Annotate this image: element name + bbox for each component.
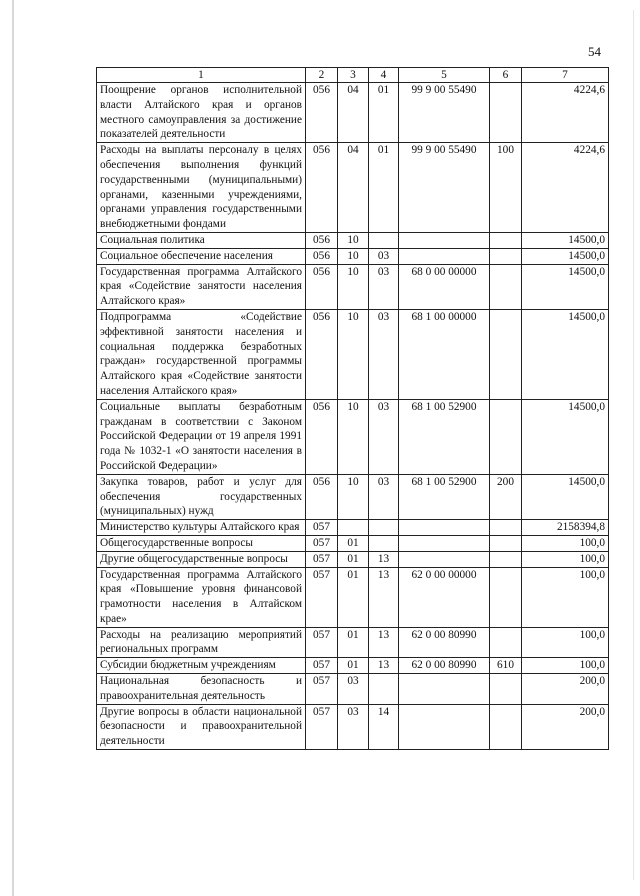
row-target-article: 62 0 00 00000	[399, 567, 490, 627]
table-row	[97, 264, 609, 309]
row-section: 04	[338, 143, 369, 233]
table-row	[97, 232, 609, 248]
row-sum: 100,0	[522, 627, 609, 658]
row-name: Другие общегосударственные вопросы	[97, 551, 306, 567]
row-grbs: 057	[306, 627, 338, 658]
row-section: 10	[338, 264, 369, 309]
row-subsection: 14	[369, 704, 399, 749]
row-sum: 4224,6	[522, 143, 609, 233]
row-section: 04	[338, 83, 369, 143]
row-sum: 100,0	[522, 551, 609, 567]
row-sum: 200,0	[522, 704, 609, 749]
row-sum: 14500,0	[522, 399, 609, 474]
row-name: Министерство культуры Алтайского края	[97, 520, 306, 536]
table-row	[97, 520, 609, 536]
scan-edge-left	[12, 0, 14, 896]
row-section: 10	[338, 309, 369, 399]
table-row	[97, 658, 609, 674]
row-expense-type	[490, 248, 522, 264]
row-sum: 14500,0	[522, 474, 609, 519]
row-expense-type: 610	[490, 658, 522, 674]
row-sum: 100,0	[522, 658, 609, 674]
table-row	[97, 309, 609, 399]
row-subsection: 13	[369, 658, 399, 674]
row-expense-type	[490, 535, 522, 551]
row-target-article: 62 0 00 80990	[399, 658, 490, 674]
row-expense-type: 200	[490, 474, 522, 519]
row-subsection: 03	[369, 264, 399, 309]
row-expense-type	[490, 567, 522, 627]
table-row	[97, 627, 609, 658]
row-sum: 200,0	[522, 674, 609, 705]
header-col-6: 6	[490, 68, 522, 83]
row-target-article	[399, 674, 490, 705]
row-subsection	[369, 535, 399, 551]
row-expense-type	[490, 309, 522, 399]
table-body	[97, 83, 609, 750]
row-subsection: 03	[369, 248, 399, 264]
row-expense-type	[490, 264, 522, 309]
row-section: 01	[338, 627, 369, 658]
row-sum: 2158394,8	[522, 520, 609, 536]
row-subsection: 03	[369, 474, 399, 519]
row-subsection	[369, 674, 399, 705]
row-expense-type	[490, 520, 522, 536]
table-row	[97, 704, 609, 749]
header-col-7: 7	[522, 68, 609, 83]
row-target-article: 68 0 00 00000	[399, 264, 490, 309]
row-grbs: 056	[306, 232, 338, 248]
page-number: 54	[588, 44, 601, 59]
row-name: Другие вопросы в области национальной безопасности и правоохранительной деятельности	[97, 704, 306, 749]
table-row	[97, 399, 609, 474]
row-expense-type	[490, 399, 522, 474]
row-grbs: 056	[306, 143, 338, 233]
table-row	[97, 567, 609, 627]
row-target-article	[399, 535, 490, 551]
row-expense-type	[490, 551, 522, 567]
row-section: 10	[338, 232, 369, 248]
row-expense-type	[490, 704, 522, 749]
row-name: Государственная программа Алтайского края «Содействие занятости населения Алтайского края»	[97, 264, 306, 309]
row-section: 01	[338, 535, 369, 551]
scan-edge-right	[633, 10, 634, 880]
header-col-4: 4	[369, 68, 399, 83]
row-target-article: 68 1 00 52900	[399, 474, 490, 519]
row-name: Расходы на выплаты персоналу в целях обеспечения выполнения функций государственными (муниципальными) органами, казенными учреждениями, органами управления государственными внебюджетными фондами	[97, 143, 306, 233]
table-row	[97, 83, 609, 143]
row-name: Общегосударственные вопросы	[97, 535, 306, 551]
row-section: 01	[338, 551, 369, 567]
row-grbs: 057	[306, 567, 338, 627]
table-row	[97, 143, 609, 233]
row-section: 01	[338, 567, 369, 627]
row-name: Социальная политика	[97, 232, 306, 248]
row-subsection: 01	[369, 143, 399, 233]
row-name: Расходы на реализацию мероприятий региональных программ	[97, 627, 306, 658]
row-subsection: 13	[369, 567, 399, 627]
row-target-article	[399, 520, 490, 536]
header-col-1: 1	[97, 68, 306, 83]
row-name: Государственная программа Алтайского края «Повышение уровня финансовой грамотности населения в Алтайском крае»	[97, 567, 306, 627]
row-target-article: 99 9 00 55490	[399, 143, 490, 233]
row-grbs: 057	[306, 551, 338, 567]
row-grbs: 056	[306, 83, 338, 143]
row-grbs: 057	[306, 704, 338, 749]
row-grbs: 056	[306, 399, 338, 474]
row-sum: 14500,0	[522, 309, 609, 399]
row-section: 03	[338, 704, 369, 749]
row-grbs: 057	[306, 674, 338, 705]
row-name: Закупка товаров, работ и услуг для обеспечения государственных (муниципальных) нужд	[97, 474, 306, 519]
row-subsection: 13	[369, 551, 399, 567]
row-grbs: 057	[306, 520, 338, 536]
table-row	[97, 248, 609, 264]
row-section: 03	[338, 674, 369, 705]
row-name: Субсидии бюджетным учреждениям	[97, 658, 306, 674]
row-grbs: 056	[306, 248, 338, 264]
row-subsection: 01	[369, 83, 399, 143]
row-section: 01	[338, 658, 369, 674]
row-expense-type	[490, 674, 522, 705]
row-sum: 14500,0	[522, 232, 609, 248]
row-name: Социальные выплаты безработным гражданам в соответствии с Законом Российской Федерации от 19 апреля 1991 года № 1032-1 «О занятости населения в Российской Федерации»	[97, 399, 306, 474]
row-name: Социальное обеспечение населения	[97, 248, 306, 264]
row-target-article: 68 1 00 52900	[399, 399, 490, 474]
row-sum: 4224,6	[522, 83, 609, 143]
row-sum: 100,0	[522, 567, 609, 627]
row-grbs: 057	[306, 535, 338, 551]
row-subsection	[369, 232, 399, 248]
row-section	[338, 520, 369, 536]
row-target-article	[399, 232, 490, 248]
row-expense-type	[490, 232, 522, 248]
row-subsection: 03	[369, 399, 399, 474]
row-subsection	[369, 520, 399, 536]
row-subsection: 03	[369, 309, 399, 399]
budget-table	[96, 67, 609, 750]
row-target-article: 99 9 00 55490	[399, 83, 490, 143]
row-target-article	[399, 551, 490, 567]
row-sum: 14500,0	[522, 248, 609, 264]
row-target-article	[399, 704, 490, 749]
table-row	[97, 474, 609, 519]
row-name: Национальная безопасность и правоохранительная деятельность	[97, 674, 306, 705]
row-sum: 100,0	[522, 535, 609, 551]
row-target-article	[399, 248, 490, 264]
header-col-5: 5	[399, 68, 490, 83]
row-name: Поощрение органов исполнительной власти Алтайского края и органов местного самоуправления за достижение показателей деятельности	[97, 83, 306, 143]
table-row	[97, 551, 609, 567]
table-row	[97, 535, 609, 551]
row-section: 10	[338, 399, 369, 474]
row-grbs: 056	[306, 264, 338, 309]
table-row	[97, 674, 609, 705]
row-expense-type	[490, 627, 522, 658]
row-section: 10	[338, 248, 369, 264]
header-col-3: 3	[338, 68, 369, 83]
row-target-article: 62 0 00 80990	[399, 627, 490, 658]
row-sum: 14500,0	[522, 264, 609, 309]
row-grbs: 056	[306, 474, 338, 519]
row-section: 10	[338, 474, 369, 519]
row-subsection: 13	[369, 627, 399, 658]
row-grbs: 057	[306, 658, 338, 674]
row-expense-type: 100	[490, 143, 522, 233]
row-name: Подпрограмма «Содействие эффективной занятости населения и социальная поддержка безработных граждан» государственной программы Алтайского края «Содействие занятости населения Алтайского края»	[97, 309, 306, 399]
row-grbs: 056	[306, 309, 338, 399]
table-header-row	[97, 68, 609, 83]
header-col-2: 2	[306, 68, 338, 83]
row-target-article: 68 1 00 00000	[399, 309, 490, 399]
row-expense-type	[490, 83, 522, 143]
